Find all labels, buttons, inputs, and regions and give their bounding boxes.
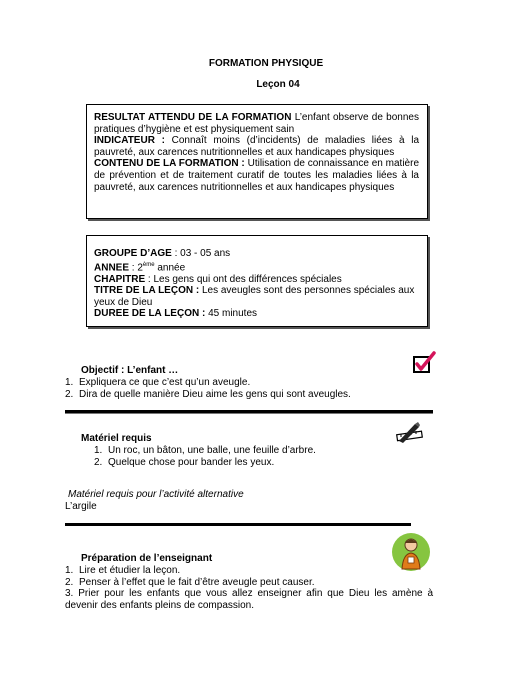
list-item: 1. Expliquera ce que c’est qu’un aveugle. [65, 377, 251, 388]
lesson-info-box [86, 235, 428, 327]
chapitre-label: CHAPITRE [94, 273, 146, 285]
contenu-label: CONTENU DE LA FORMATION : [94, 158, 245, 170]
preparation-list [65, 565, 433, 611]
lesson-number: Leçon 04 [256, 79, 300, 90]
objectif-list [65, 377, 425, 400]
titre-label: TITRE DE LA LEÇON : [94, 285, 200, 297]
annee-suffix: année [154, 261, 186, 273]
list-item: 3. Prier pour les enfants que vous allez enseigner afin que Dieu les amène à devenir des enfants pleins de compassion. [65, 588, 434, 611]
divider [65, 523, 411, 526]
groupe-text: : 03 - 05 ans [171, 248, 231, 259]
titre-text: Les aveugles sont des personnes spéciales aux yeux de Dieu [94, 285, 415, 308]
checkbox-check-icon [412, 351, 436, 378]
groupe-label: GROUPE D’AGE [94, 248, 172, 259]
list-item: 2. Quelque chose pour bander les yeux. [94, 456, 275, 468]
duree-text: 45 minutes [205, 308, 258, 320]
objectives-box [86, 104, 428, 219]
list-item: 1. Lire et étudier la leçon. [65, 565, 181, 576]
resultat-label: RESULTAT ATTENDU DE LA FORMATION [94, 112, 292, 123]
annee-label: ANNEE [94, 261, 130, 273]
duree-label: DUREE DE LA LEÇON : [94, 308, 206, 320]
contenu-text: Utilisation de connaissance en matière de prévention et de traitement curatif de toutes les maladies liées à la pauvreté, aux carences nutritionnelles et aux handicapes physiques [94, 158, 420, 193]
indicateur-label: INDICATEUR : [94, 135, 165, 147]
materiel-list [94, 445, 414, 468]
alternative-text: L’argile [65, 501, 97, 512]
list-item: 1. Un roc, un bâton, une balle, une feuille d’arbre. [94, 445, 316, 456]
document-title: FORMATION PHYSIQUE [208, 58, 324, 69]
list-item: 2. Penser à l’effet que le fait d’être aveugle peut causer. [65, 576, 315, 588]
indicateur-text: Connaît moins (d’incidents) de maladies liées à la pauvreté, aux carences nutritionnelles et aux handicapes physiques [94, 135, 420, 158]
annee-sup: ème [142, 261, 155, 268]
divider [65, 410, 433, 413]
materiel-heading: Matériel requis [81, 433, 152, 444]
pencil-ruler-icon [395, 421, 425, 446]
chapitre-text: : Les gens qui ont des différences spéciales [145, 273, 342, 285]
preparation-heading: Préparation de l’enseignant [81, 553, 213, 564]
objectif-heading: Objectif : L’enfant … [81, 365, 179, 376]
teacher-icon [391, 532, 431, 575]
resultat-text: L’enfant observe de bonnes pratiques d’hygiène et est physiquement sain [94, 112, 419, 135]
list-item: 2. Dira de quelle manière Dieu aime les gens qui sont aveugles. [65, 388, 351, 400]
annee-text: : 2 [129, 261, 143, 273]
alternative-heading: Matériel requis pour l’activité alternative [68, 489, 244, 500]
